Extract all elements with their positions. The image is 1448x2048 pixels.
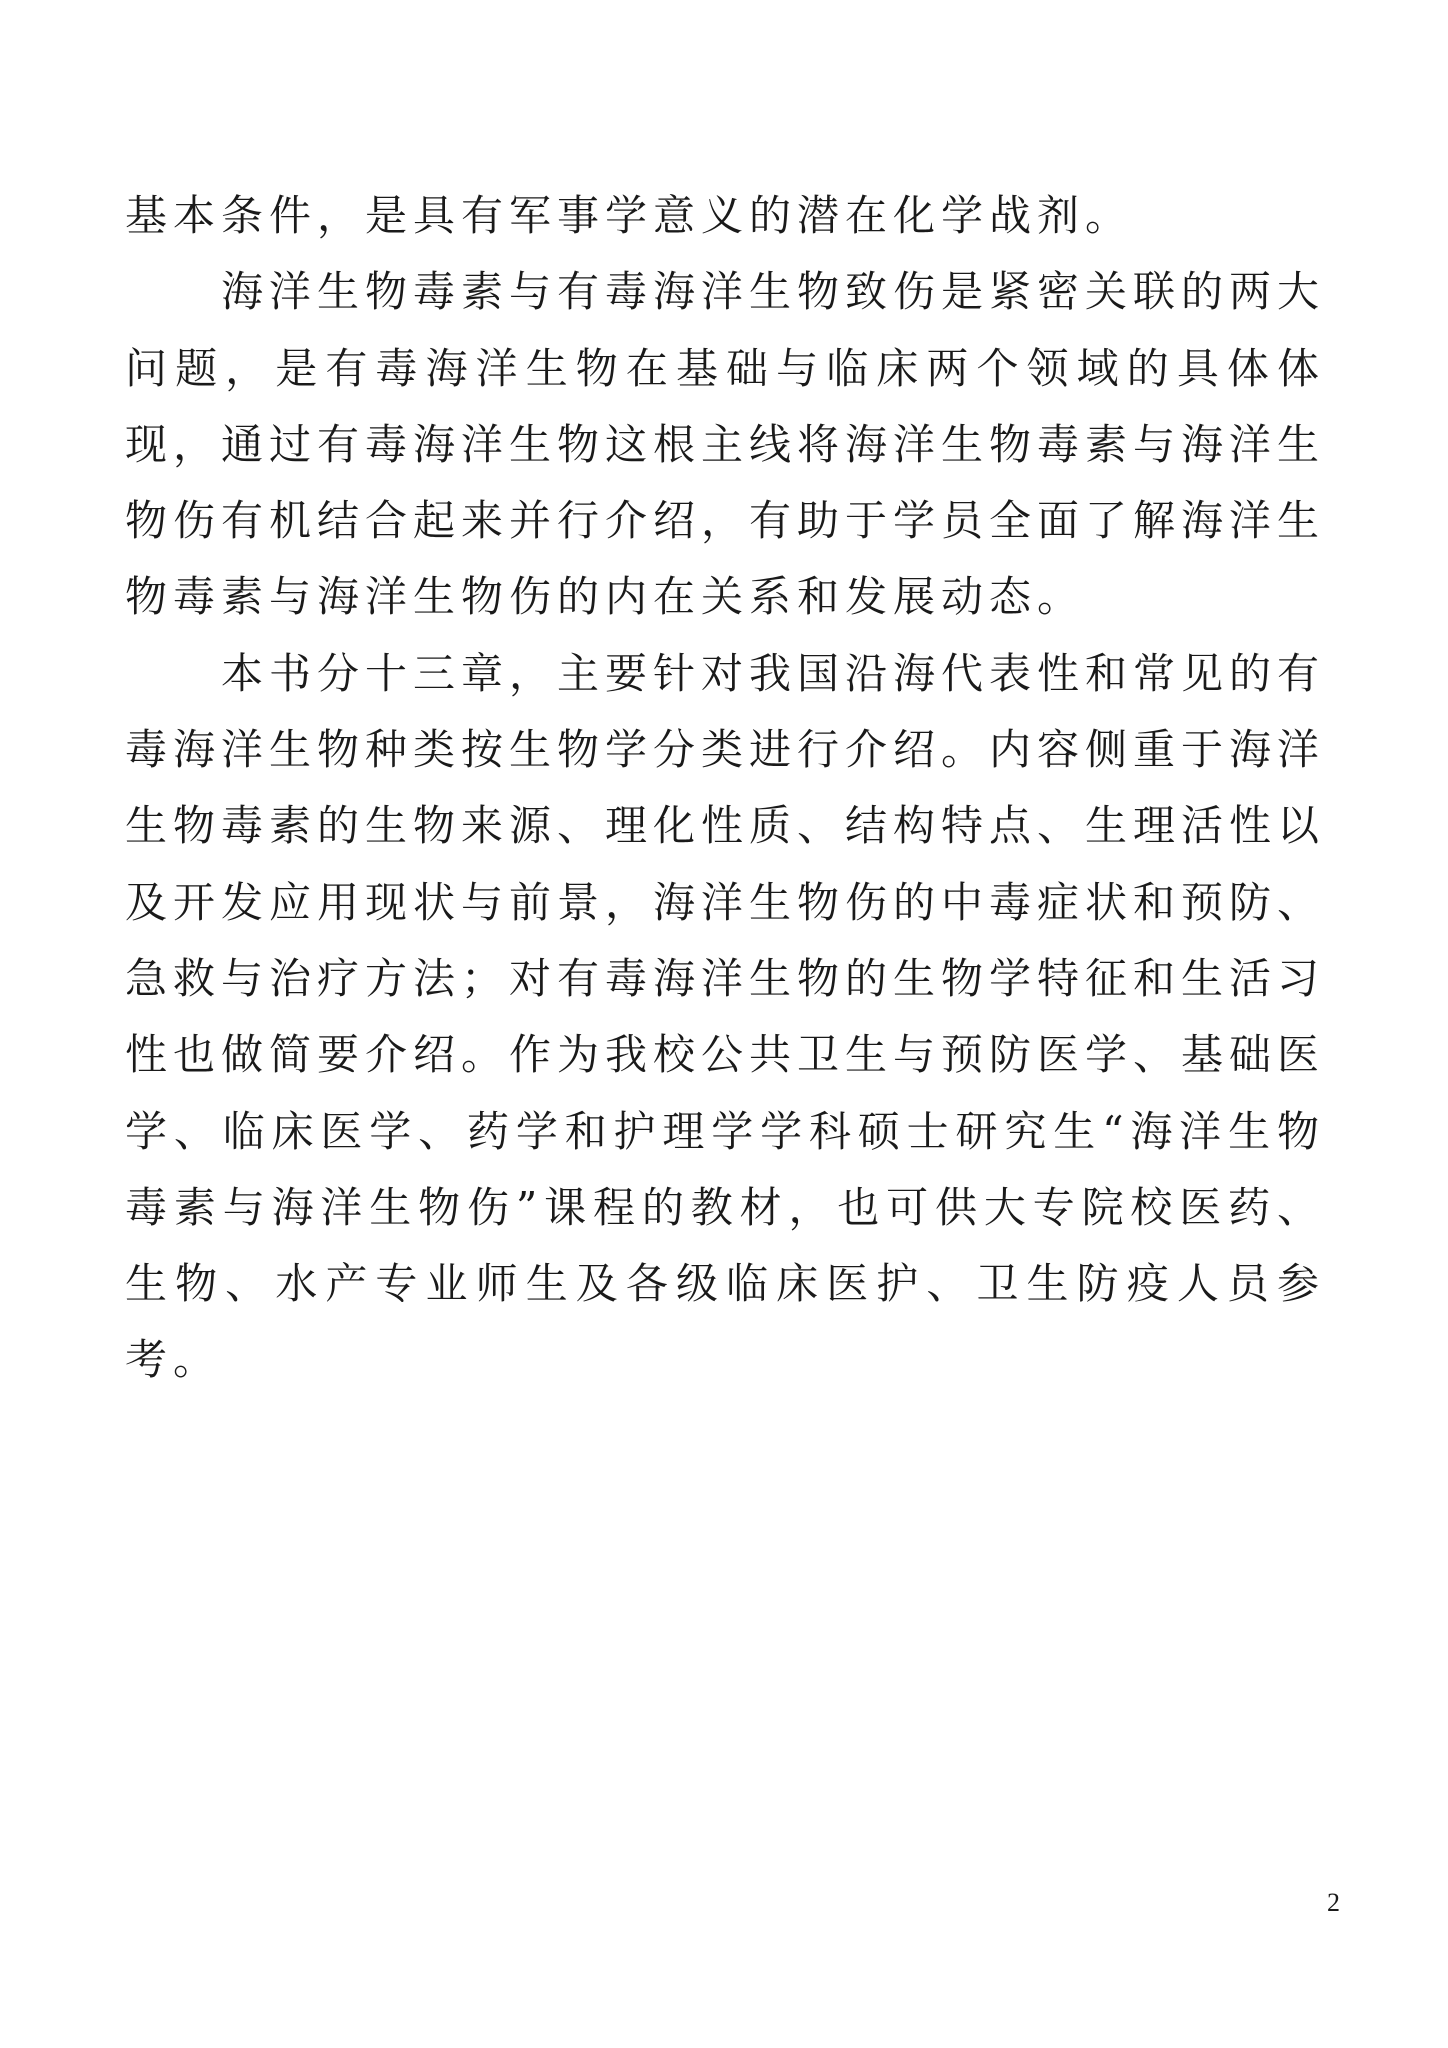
paragraph-scope: 本书分十三章，主要针对我国沿海代表性和常见的有毒海洋生物种类按生物学分类进行介绍。内容侧重于海洋生物毒素的生物来源、理化性质、结构特点、生理活性以及开发应用现状与前景，海洋生物伤的中毒症状和预防、急救与治疗方法；对有毒海洋生物的生物学特征和生活习性也做简要介绍。作为我校公共卫生与预防医学、基础医学、临床医学、药学和护理学学科硕士研究生“海洋生物毒素与海洋生物伤”课程的教材，也可供大专院校医药、生物、水产专业师生及各级临床医护、卫生防疫人员参考。 (125, 648, 1326, 1385)
paragraph-continuation: 基本条件，是具有军事学意义的潜在化学战剂。 (125, 191, 1134, 240)
page-number: 2 (1327, 1888, 1340, 1917)
body-text (125, 178, 1325, 1399)
paragraph-relation: 海洋生物毒素与有毒海洋生物致伤是紧密关联的两大问题，是有毒海洋生物在基础与临床两个领域的具体体现，通过有毒海洋生物这根主线将海洋生物毒素与海洋生物伤有机结合起来并行介绍，有助于学员全面了解海洋生物毒素与海洋生物伤的内在关系和发展动态。 (125, 267, 1326, 622)
